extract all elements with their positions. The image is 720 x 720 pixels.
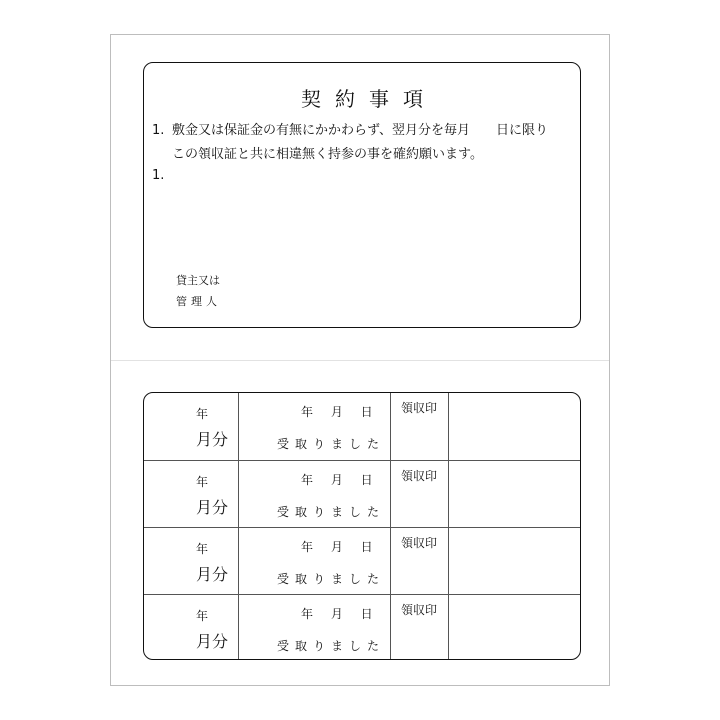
lessor-label: 貸主又は xyxy=(176,274,220,287)
year-label: 年 xyxy=(196,475,209,489)
month-cell xyxy=(144,528,238,595)
stamp-label-cell xyxy=(390,528,449,595)
clause-1-line-2: この領収証と共に相違無く持参の事を確約願います。 xyxy=(172,147,483,162)
date-cell xyxy=(238,393,391,460)
clause-2 xyxy=(152,168,172,183)
receipt-row xyxy=(144,527,580,595)
date-label: 年 月 日 xyxy=(301,540,373,554)
year-label: 年 xyxy=(196,609,209,623)
stamp-label: 領収印 xyxy=(401,603,438,617)
stamp-label-cell xyxy=(390,595,449,660)
received-label: 受取りました xyxy=(277,437,386,451)
receipt-row xyxy=(144,460,580,528)
received-label: 受取りました xyxy=(277,639,386,653)
receipt-table xyxy=(143,392,581,660)
month-label: 月分 xyxy=(196,565,229,584)
month-label: 月分 xyxy=(196,632,229,651)
clause-1-line-1 xyxy=(152,119,548,138)
seal-cell xyxy=(448,393,581,460)
month-cell xyxy=(144,461,238,528)
receipt-row xyxy=(144,393,580,460)
clause-2-number: 1. xyxy=(152,168,165,183)
date-label: 年 月 日 xyxy=(301,607,373,621)
month-label: 月分 xyxy=(196,498,229,517)
stamp-label-cell xyxy=(390,393,449,460)
year-label: 年 xyxy=(196,542,209,556)
received-label: 受取りました xyxy=(277,505,386,519)
clause-1-number: 1. xyxy=(152,123,165,138)
seal-cell xyxy=(448,595,581,660)
contract-terms-box xyxy=(143,62,581,328)
date-cell xyxy=(238,461,391,528)
received-label: 受取りました xyxy=(277,572,386,586)
stamp-label: 領収印 xyxy=(401,401,438,415)
stamp-label-cell xyxy=(390,461,449,528)
fold-line xyxy=(111,360,609,361)
month-label: 月分 xyxy=(196,430,229,449)
stamp-label: 領収印 xyxy=(401,536,438,550)
seal-cell xyxy=(448,528,581,595)
date-cell xyxy=(238,595,391,660)
receipt-row xyxy=(144,594,580,660)
month-cell xyxy=(144,595,238,660)
clause-1-text: 敷金又は保証金の有無にかかわらず、翌月分を毎月 日に限り xyxy=(172,123,548,138)
receipt-sheet xyxy=(110,34,610,686)
seal-cell xyxy=(448,461,581,528)
year-label: 年 xyxy=(196,407,209,421)
stamp-label: 領収印 xyxy=(401,469,438,483)
month-cell xyxy=(144,393,238,460)
contract-title: 契約事項 xyxy=(301,87,437,111)
date-cell xyxy=(238,528,391,595)
manager-label: 管理人 xyxy=(176,295,221,308)
date-label: 年 月 日 xyxy=(301,473,373,487)
date-label: 年 月 日 xyxy=(301,405,373,419)
